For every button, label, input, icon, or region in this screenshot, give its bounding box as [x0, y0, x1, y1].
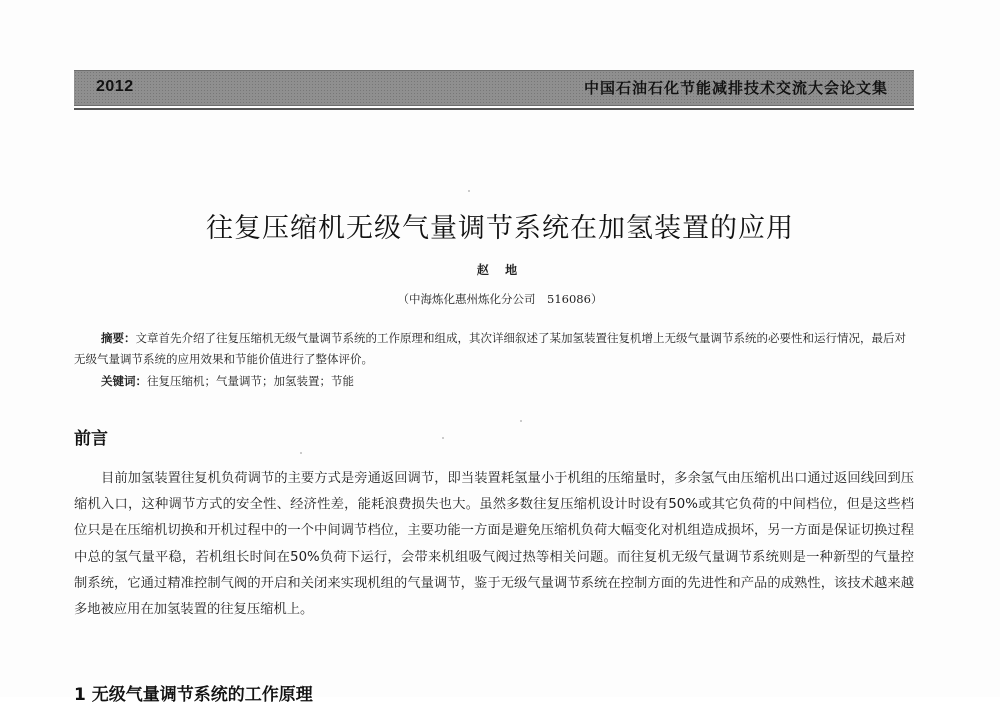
keywords-block [101, 371, 354, 392]
scan-speck [300, 452, 302, 454]
keywords-text: 往复压缩机；气量调节；加氢装置；节能 [147, 374, 354, 388]
scan-speck [468, 190, 470, 192]
paper-author: 赵 地 [476, 263, 524, 277]
abstract-text: 文章首先介绍了往复压缩机无级气量调节系统的工作原理和组成，其次详细叙述了某加氢装置往复机增上无级气量调节系统的必要性和运行情况，最后对无级气量调节系统的应用效果和节能价值进行了整体评价。 [74, 331, 906, 366]
header-divider [74, 108, 914, 110]
section-heading-intro: 前言 [74, 429, 108, 449]
paper-affiliation: （中海炼化惠州炼化分公司 516086） [397, 292, 603, 306]
abstract-paragraph [74, 328, 914, 370]
scan-speck [520, 420, 522, 422]
running-header-year: 2012 [96, 78, 134, 95]
running-header-series-title: 中国石油石化节能减排技术交流大会论文集 [583, 79, 888, 97]
keywords-label: 关键词： [101, 374, 147, 388]
section-heading-1: 1 无级气量调节系统的工作原理 [74, 685, 313, 705]
abstract-label: 摘要： [101, 331, 136, 345]
scan-speck [442, 437, 444, 439]
abstract-block [74, 328, 914, 370]
intro-paragraph: 目前加氢装置往复机负荷调节的主要方式是旁通返回调节，即当装置耗氢量小于机组的压缩量时，多余氢气由压缩机出口通过返回线回到压缩机入口，这种调节方式的安全性、经济性差，能耗浪费损失也大。虽然多数往复压缩机设计时设有50%或其它负荷的中间档位，但是这些档位只是在压缩机切换和开机过程中的一个中间调节档位，主要功能一方面是避免压缩机负荷大幅变化对机组造成损坏，另一方面是保证切换过程中总的氢气量平稳，若机组长时间在50%负荷下运行，会带来机组吸气阀过热等相关问题。而往复机无级气量调节系统则是一种新型的气量控制系统，它通过精准控制气阀的开启和关闭来实现机组的气量调节，鉴于无级气量调节系统在控制方面的先进性和产品的成熟性，该技术越来越多地被应用在加氢装置的往复压缩机上。 [74, 471, 914, 618]
paper-title: 往复压缩机无级气量调节系统在加氢装置的应用 [206, 213, 794, 244]
